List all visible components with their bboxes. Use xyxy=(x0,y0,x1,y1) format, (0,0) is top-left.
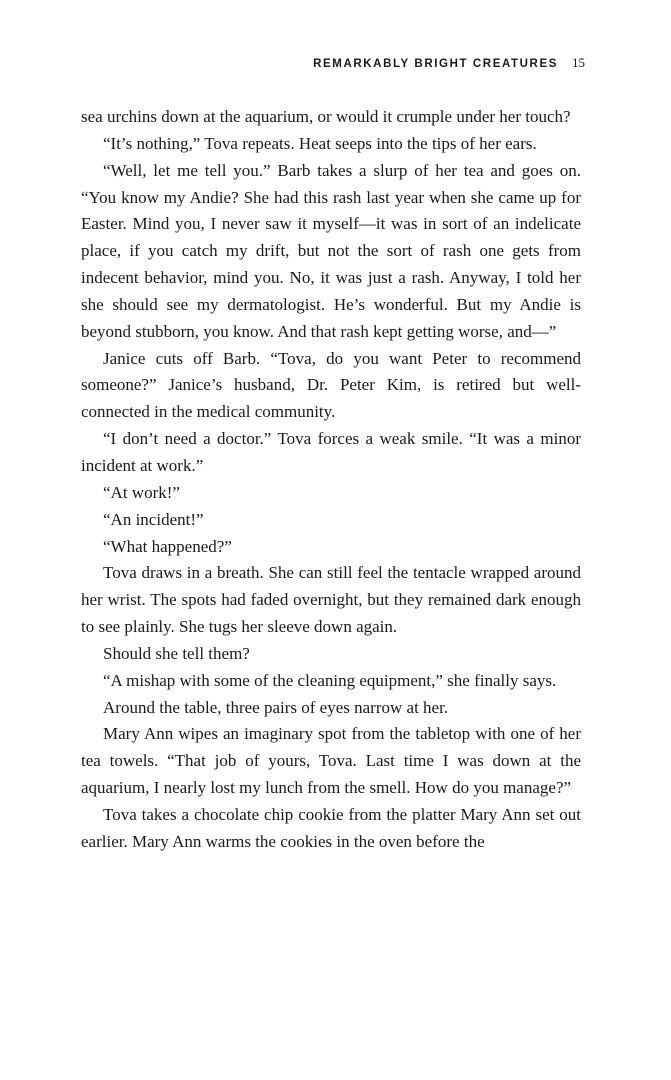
paragraph: “It’s nothing,” Tova repeats. Heat seeps into the tips of her ears. xyxy=(103,133,537,153)
paragraph: “An incident!” xyxy=(103,509,204,529)
book-title: REMARKABLY BRIGHT CREATURES xyxy=(313,58,558,70)
running-head xyxy=(313,55,585,71)
paragraph: “I don’t need a doctor.” Tova forces a weak smile. “It was a minor incident at work.” xyxy=(81,429,581,475)
paragraph: Tova draws in a breath. She can still feel the tentacle wrapped around her wrist. The spots had faded overnight, but they remained dark enough to see plainly. She tugs her sleeve down again. xyxy=(81,563,581,637)
paragraph: Tova takes a chocolate chip cookie from the platter Mary Ann set out earlier. Mary Ann warms the cookies in the oven before the xyxy=(81,804,581,851)
paragraph: Mary Ann wipes an imaginary spot from the tabletop with one of her tea towels. “That job of yours, Tova. Last time I was down at the aquarium, I nearly lost my lunch from the smell. How do you manage?” xyxy=(81,724,581,798)
paragraph: Should she tell them? xyxy=(103,643,250,663)
paragraph: Around the table, three pairs of eyes narrow at her. xyxy=(103,697,449,717)
paragraph: Janice cuts off Barb. “Tova, do you want Peter to recommend someone?” Janice’s husband, Dr. Peter Kim, is retired but well-connected in the medical community. xyxy=(81,348,581,422)
paragraph: sea urchins down at the aquarium, or would it crumple under her touch? xyxy=(81,107,571,126)
paragraph: “At work!” xyxy=(103,482,180,502)
body-text xyxy=(81,104,581,856)
page-number: 15 xyxy=(572,55,585,70)
paragraph: “What happened?” xyxy=(103,536,232,556)
paragraph: “Well, let me tell you.” Barb takes a slurp of her tea and goes on. “You know my Andie? She had this rash last year when she came up for Easter. Mind you, I never saw it myself—it was in sort of an indelicate place, if you catch my drift, but not the sort of rash one gets from indecent behavior, mind you. No, it was just a rash. Anyway, I told her she should see my dermatologist. He’s wonderful. But my Andie is beyond stubborn, you know. And that rash kept getting worse, and—” xyxy=(81,160,581,341)
paragraph: “A mishap with some of the cleaning equipment,” she finally says. xyxy=(103,670,557,690)
